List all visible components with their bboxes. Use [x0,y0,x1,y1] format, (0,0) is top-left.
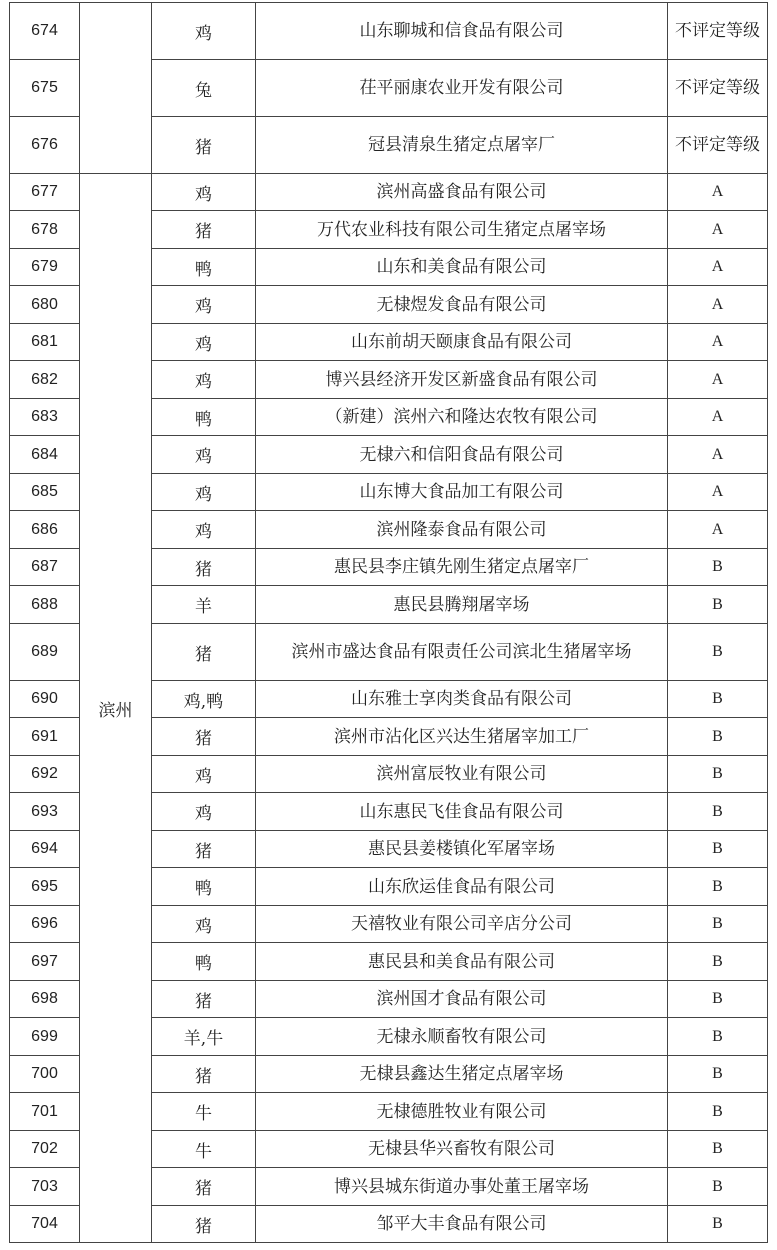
grade: B [668,906,768,943]
animal-type: 猪 [152,211,256,249]
company-name: 山东博大食品加工有限公司 [256,474,668,511]
animal-type: 猪 [152,1168,256,1206]
company-name: 无棣县华兴畜牧有限公司 [256,1131,668,1168]
row-number: 686 [10,511,80,549]
company-name: 山东惠民飞佳食品有限公司 [256,793,668,831]
grade: B [668,1093,768,1131]
grade: B [668,624,768,681]
animal-type: 鸡 [152,286,256,324]
row-number: 687 [10,549,80,586]
company-name: 滨州市沾化区兴达生猪屠宰加工厂 [256,718,668,756]
animal-type: 鸭 [152,249,256,286]
company-name: 无棣六和信阳食品有限公司 [256,436,668,474]
company-name: 无棣县鑫达生猪定点屠宰场 [256,1056,668,1093]
row-number: 704 [10,1206,80,1243]
animal-type: 鸭 [152,943,256,981]
row-number: 696 [10,906,80,943]
row-number: 695 [10,868,80,906]
animal-type: 鸡 [152,3,256,60]
grade: B [668,1206,768,1243]
animal-type: 猪 [152,831,256,868]
animal-type: 羊,牛 [152,1018,256,1056]
row-number: 701 [10,1093,80,1131]
animal-type: 猪 [152,1206,256,1243]
company-name: 惠民县腾翔屠宰场 [256,586,668,624]
company-name: 邹平大丰食品有限公司 [256,1206,668,1243]
grade: A [668,436,768,474]
animal-type: 鸭 [152,399,256,436]
table-row [10,3,768,60]
row-number: 685 [10,474,80,511]
grade: B [668,549,768,586]
animal-type: 鸡 [152,756,256,793]
row-number: 690 [10,681,80,718]
animal-type: 鸡 [152,324,256,361]
row-number: 677 [10,174,80,211]
grade: B [668,718,768,756]
animal-type: 猪 [152,117,256,174]
row-number: 698 [10,981,80,1018]
animal-type: 鸡 [152,174,256,211]
grade: A [668,174,768,211]
grade: B [668,793,768,831]
grade: A [668,511,768,549]
animal-type: 猪 [152,549,256,586]
animal-type: 鸡 [152,361,256,399]
grade: A [668,211,768,249]
animal-type: 鸭 [152,868,256,906]
company-name: 滨州隆泰食品有限公司 [256,511,668,549]
company-name: 滨州高盛食品有限公司 [256,174,668,211]
animal-type: 牛 [152,1093,256,1131]
row-number: 689 [10,624,80,681]
animal-type: 猪 [152,981,256,1018]
slaughterhouse-grade-table [9,2,768,1243]
animal-type: 猪 [152,1056,256,1093]
company-name: 无棣永顺畜牧有限公司 [256,1018,668,1056]
grade: 不评定等级 [668,3,768,60]
grade: A [668,474,768,511]
city-cell-binzhou: 滨州 [80,174,152,1243]
grade: B [668,943,768,981]
row-number: 703 [10,1168,80,1206]
company-name: 山东欣运佳食品有限公司 [256,868,668,906]
company-name: 冠县清泉生猪定点屠宰厂 [256,117,668,174]
grade: B [668,681,768,718]
grade: A [668,249,768,286]
row-number: 700 [10,1056,80,1093]
row-number: 680 [10,286,80,324]
grade: 不评定等级 [668,60,768,117]
row-number: 699 [10,1018,80,1056]
company-name: 惠民县姜楼镇化军屠宰场 [256,831,668,868]
grade: B [668,868,768,906]
grade: B [668,831,768,868]
row-number: 684 [10,436,80,474]
company-name: 无棣煜发食品有限公司 [256,286,668,324]
company-name: （新建）滨州六和隆达农牧有限公司 [256,399,668,436]
row-number: 692 [10,756,80,793]
row-number: 676 [10,117,80,174]
animal-type: 鸡 [152,511,256,549]
animal-type: 羊 [152,586,256,624]
row-number: 681 [10,324,80,361]
animal-type: 鸡 [152,793,256,831]
company-name: 惠民县和美食品有限公司 [256,943,668,981]
company-name: 茌平丽康农业开发有限公司 [256,60,668,117]
row-number: 694 [10,831,80,868]
animal-type: 猪 [152,624,256,681]
company-name: 山东和美食品有限公司 [256,249,668,286]
company-name: 山东雅士享肉类食品有限公司 [256,681,668,718]
animal-type: 鸡 [152,474,256,511]
grade: B [668,1168,768,1206]
table-body [10,3,768,1243]
animal-type: 牛 [152,1131,256,1168]
grade: A [668,324,768,361]
row-number: 697 [10,943,80,981]
table-row [10,174,768,211]
company-name: 滨州市盛达食品有限责任公司滨北生猪屠宰场 [256,624,668,681]
company-name: 博兴县城东街道办事处董王屠宰场 [256,1168,668,1206]
grade: A [668,399,768,436]
grade: B [668,1056,768,1093]
company-name: 山东聊城和信食品有限公司 [256,3,668,60]
row-number: 682 [10,361,80,399]
company-name: 山东前胡天颐康食品有限公司 [256,324,668,361]
grade: B [668,981,768,1018]
row-number: 683 [10,399,80,436]
company-name: 天禧牧业有限公司辛店分公司 [256,906,668,943]
row-number: 688 [10,586,80,624]
grade: A [668,361,768,399]
company-name: 万代农业科技有限公司生猪定点屠宰场 [256,211,668,249]
row-number: 678 [10,211,80,249]
row-number: 675 [10,60,80,117]
company-name: 无棣德胜牧业有限公司 [256,1093,668,1131]
grade: B [668,1131,768,1168]
grade: B [668,1018,768,1056]
city-cell-prev [80,3,152,174]
row-number: 693 [10,793,80,831]
row-number: 691 [10,718,80,756]
grade: 不评定等级 [668,117,768,174]
row-number: 702 [10,1131,80,1168]
animal-type: 鸡 [152,906,256,943]
company-name: 滨州国才食品有限公司 [256,981,668,1018]
company-name: 滨州富辰牧业有限公司 [256,756,668,793]
animal-type: 兔 [152,60,256,117]
row-number: 674 [10,3,80,60]
row-number: 679 [10,249,80,286]
company-name: 惠民县李庄镇先刚生猪定点屠宰厂 [256,549,668,586]
grade: B [668,586,768,624]
company-name: 博兴县经济开发区新盛食品有限公司 [256,361,668,399]
animal-type: 猪 [152,718,256,756]
grade: A [668,286,768,324]
animal-type: 鸡 [152,436,256,474]
grade: B [668,756,768,793]
animal-type: 鸡,鸭 [152,681,256,718]
